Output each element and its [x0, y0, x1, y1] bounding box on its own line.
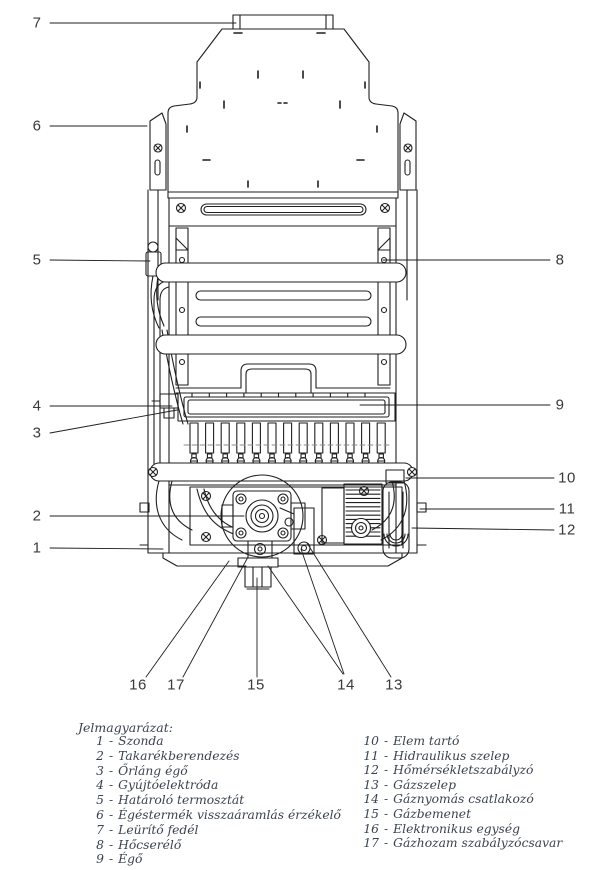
legend-item-6: 6 - Égéstermék visszaáramlás érzékelő [96, 807, 341, 822]
legend-item-10: 10 - Elem tartó [363, 734, 460, 748]
legend-item-12: 12 - Hőmérsékletszabályzó [363, 763, 534, 778]
burner-tick-marks [192, 393, 365, 397]
legend-item-11: 11 - Hidraulikus szelep [363, 748, 510, 763]
burner-drawing [178, 393, 395, 421]
callout-16: 16 [129, 676, 147, 694]
heat-exchanger-drawing [156, 228, 406, 385]
legend-item-2: 2 - Takarékberendezés [96, 748, 240, 763]
legend-column-right [357, 734, 562, 851]
legend-item-8: 8 - Hőcserélő [96, 837, 182, 852]
callout-13: 13 [385, 676, 403, 694]
legend-item-4: 4 - Gyújtóelektróda [96, 778, 219, 793]
legend-item-5: 5 - Határoló termosztát [96, 793, 245, 808]
legend-item-1: 1 - Szonda [96, 734, 164, 748]
callout-5: 5 [32, 251, 42, 269]
legend-column-left [86, 734, 341, 867]
left-water-pipe [154, 281, 169, 464]
callout-15: 15 [247, 676, 265, 694]
legend-item-3: 3 - Őrláng égő [96, 763, 188, 778]
callout-12: 12 [558, 521, 576, 539]
legend-item-15: 15 - Gázbemenet [363, 806, 472, 821]
legend-item-16: 16 - Elektronikus egység [363, 821, 521, 836]
callout-1: 1 [32, 539, 42, 557]
legend-title: Jelmagyarázat: [78, 720, 173, 735]
legend-item-9: 9 - Égő [96, 852, 143, 867]
burner-cover-drawing [176, 364, 390, 393]
fume-hood-drawing [168, 29, 398, 198]
callout-6: 6 [32, 117, 42, 135]
callout-3: 3 [32, 424, 42, 442]
callout-14: 14 [337, 676, 355, 694]
gas-valve-drawing [322, 484, 382, 544]
callout-17: 17 [167, 676, 185, 694]
legend-item-7: 7 - Leürítő fedél [96, 822, 199, 837]
backflow-sensor-bracket-right [400, 113, 416, 190]
flue-collar-drawing [233, 15, 333, 29]
callout-2: 2 [32, 507, 42, 525]
top-panel-drawing [169, 204, 396, 227]
gas-inlet-drawing [238, 558, 278, 589]
hood-emboss-marks [187, 33, 377, 187]
legend-item-14: 14 - Gáznyomás csatlakozó [363, 792, 534, 807]
callout-10: 10 [558, 469, 576, 487]
callout-11: 11 [558, 500, 576, 518]
callout-8: 8 [555, 251, 565, 269]
burner-fins [190, 423, 385, 453]
callout-4: 4 [32, 397, 42, 415]
callout-7: 7 [32, 14, 42, 32]
legend-item-13: 13 - Gázszelep [363, 777, 456, 792]
callout-9: 9 [555, 396, 565, 414]
legend-item-17: 17 - Gázhozam szabályzócsavar [363, 836, 563, 851]
backflow-sensor-bracket-left [150, 113, 166, 190]
